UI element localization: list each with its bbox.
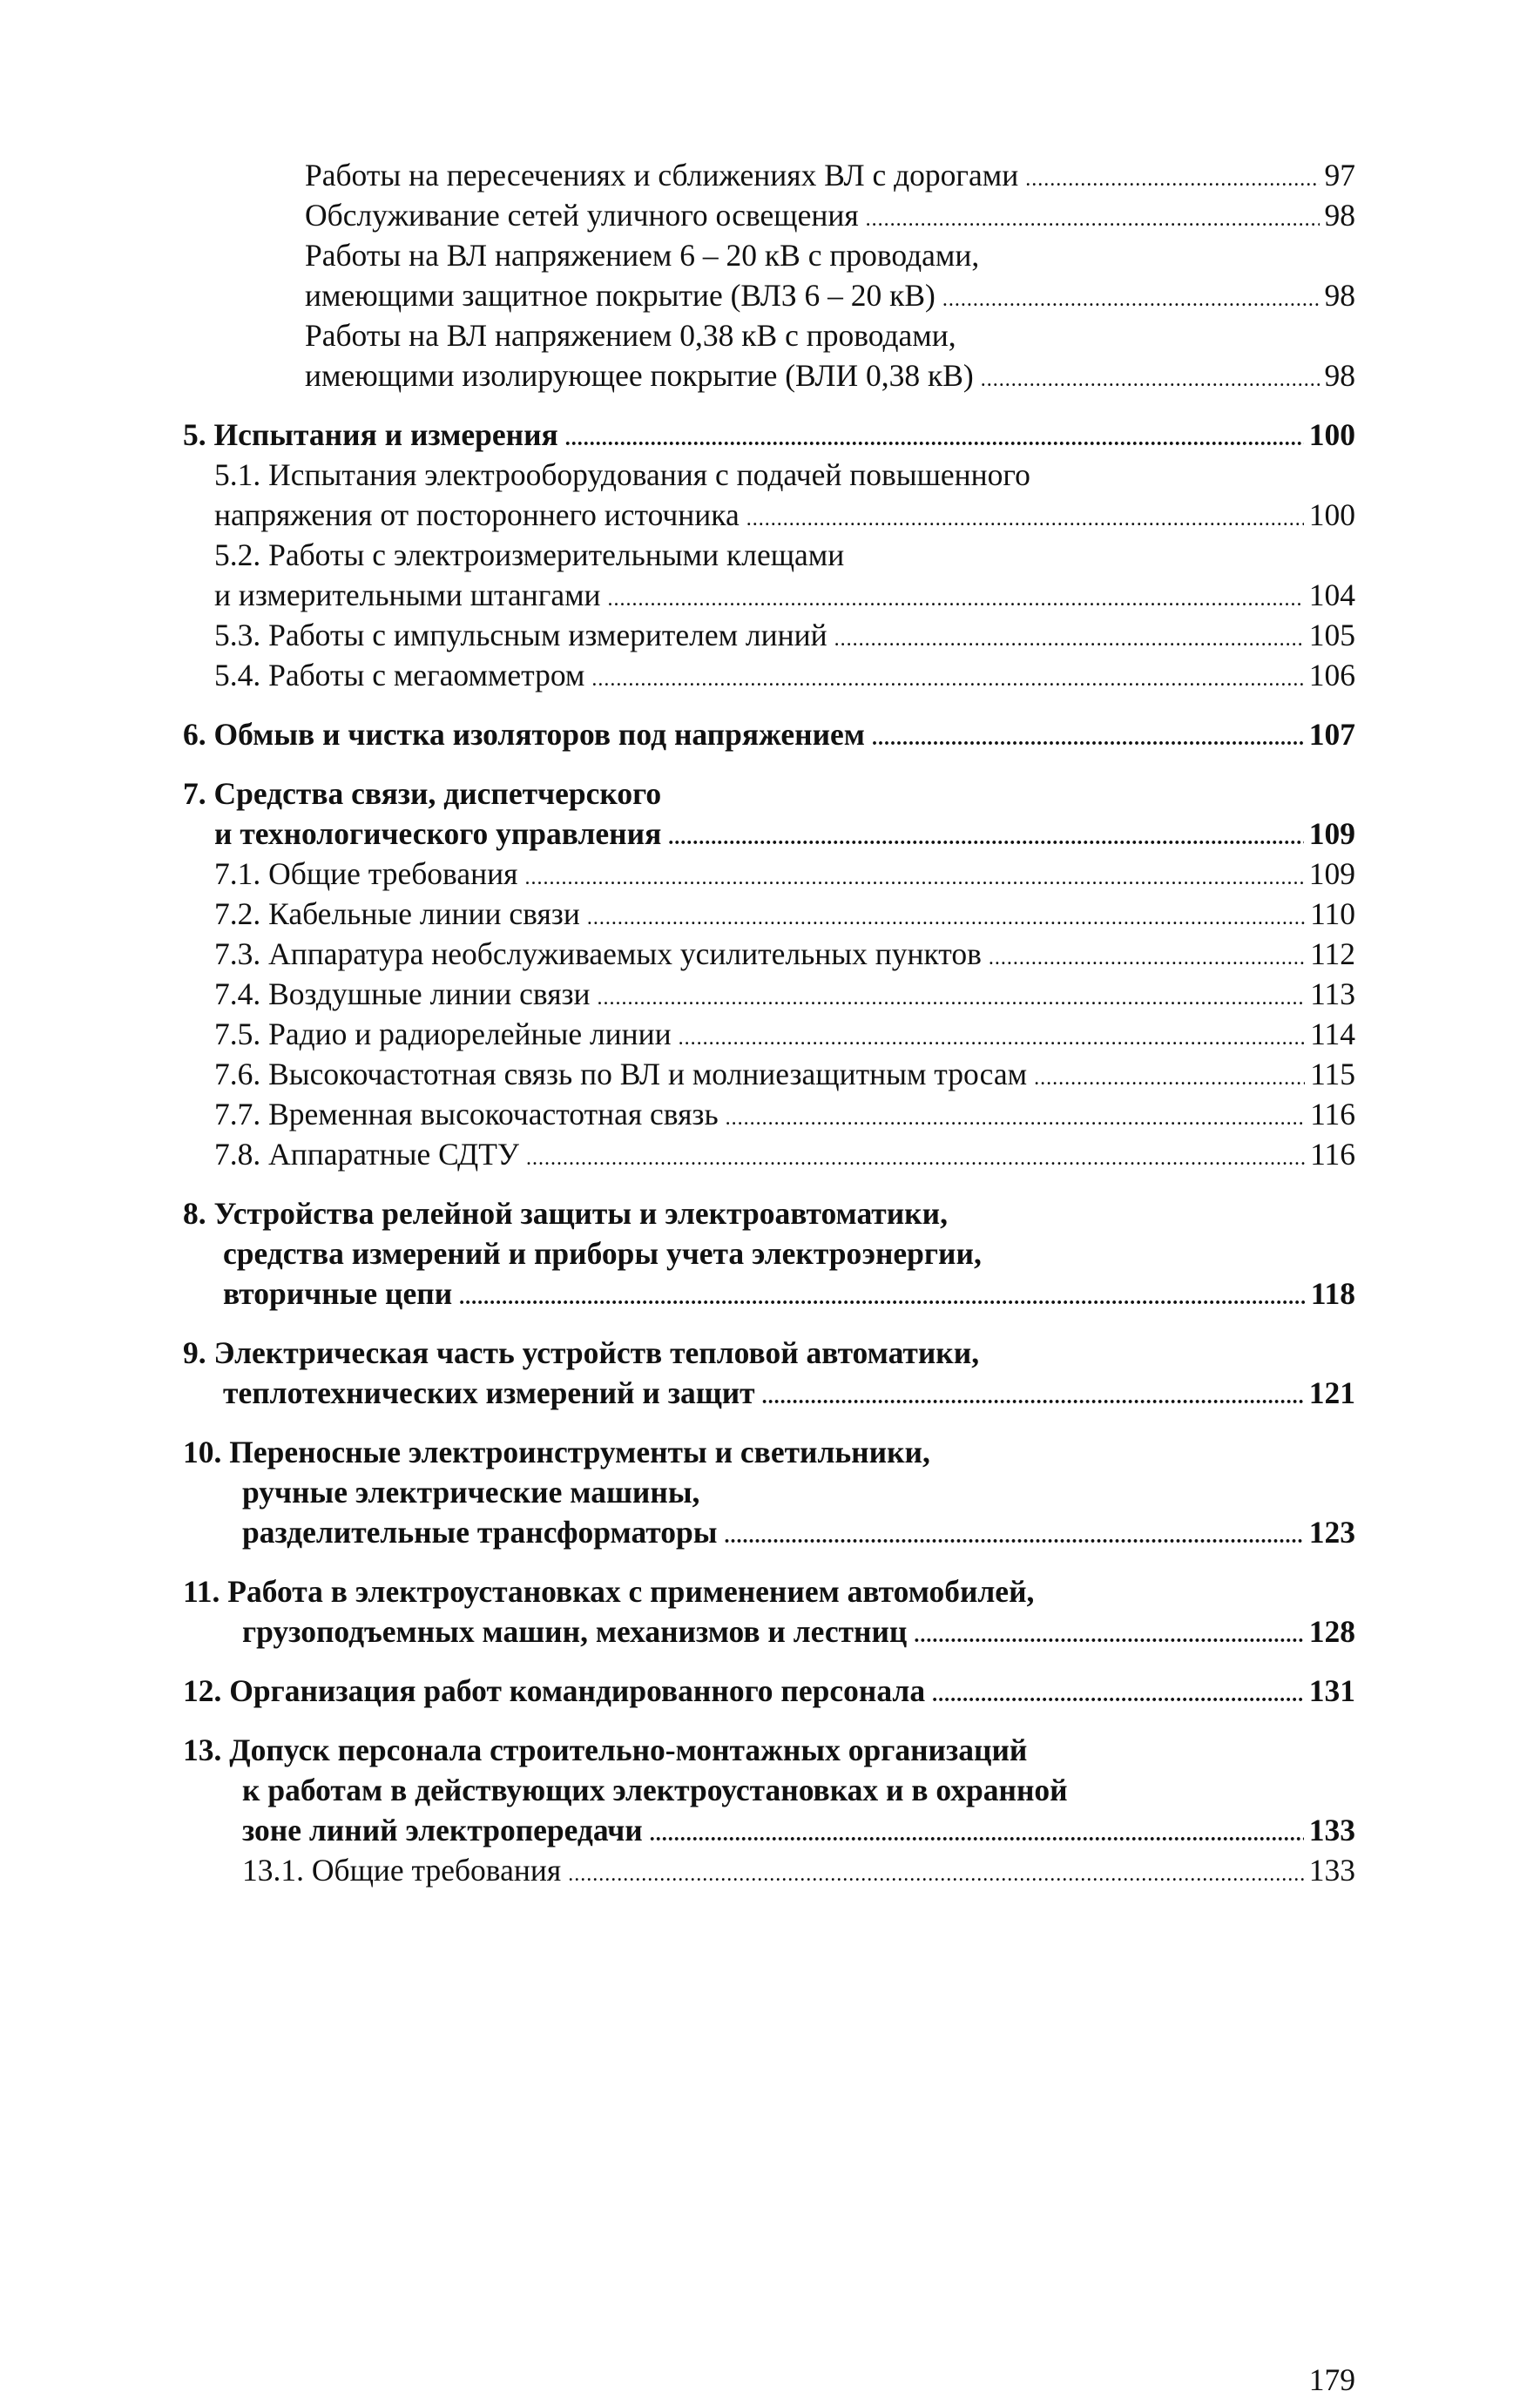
toc-entry-title: 10. Переносные электроинструменты и светильники, xyxy=(183,1435,930,1469)
toc-entry-title: 13. Допуск персонала строительно-монтажных организаций xyxy=(183,1733,1028,1767)
toc-entry-page: 110 xyxy=(1310,896,1355,931)
toc-entry xyxy=(183,1432,1355,1472)
toc-entry xyxy=(183,315,1355,355)
toc-entry-title: 7.8. Аппаратные СДТУ xyxy=(214,1137,520,1172)
toc-entry xyxy=(183,1850,1355,1890)
toc-dot-leader xyxy=(762,1377,1304,1417)
toc-entry-page: 116 xyxy=(1310,1097,1355,1131)
toc-entry-page: 118 xyxy=(1310,1276,1355,1311)
toc-entry-title: 12. Организация работ командированного персонала xyxy=(183,1673,926,1708)
toc-entry xyxy=(183,1571,1355,1611)
page-number: 179 xyxy=(1308,2362,1355,2397)
toc-entry xyxy=(183,1472,1355,1512)
toc-entry-page: 98 xyxy=(1324,278,1355,313)
toc-dot-leader xyxy=(568,1854,1304,1895)
toc-entry-title: 7.6. Высокочастотная связь по ВЛ и молниезащитным тросам xyxy=(214,1057,1028,1091)
toc-entry xyxy=(183,773,1355,814)
toc-entry xyxy=(183,235,1355,275)
toc-entry-title: теплотехнических измерений и защит xyxy=(223,1375,755,1410)
toc-entry-title: 11. Работа в электроустановках с применением автомобилей, xyxy=(183,1574,1035,1609)
toc-dot-leader xyxy=(668,818,1303,858)
toc-entry-title: 7. Средства связи, диспетчерского xyxy=(183,776,662,811)
toc-entry xyxy=(183,575,1355,615)
toc-entry-page: 105 xyxy=(1308,618,1355,652)
toc-dot-leader xyxy=(724,1516,1303,1557)
toc-dot-leader xyxy=(932,1675,1304,1715)
toc-entry xyxy=(183,854,1355,894)
toc-entry xyxy=(183,1671,1355,1711)
toc-dot-leader xyxy=(746,499,1304,539)
toc-dot-leader xyxy=(989,938,1305,978)
toc-entry-title: и измерительными штангами xyxy=(214,578,601,612)
toc-dot-leader xyxy=(834,619,1304,659)
toc-entry xyxy=(183,1611,1355,1652)
toc-dot-leader xyxy=(526,1138,1305,1179)
toc-entry-title: 7.7. Временная высокочастотная связь xyxy=(214,1097,719,1131)
toc-dot-leader xyxy=(608,579,1304,619)
toc-entry xyxy=(183,275,1355,315)
toc-entry-page: 107 xyxy=(1308,717,1355,752)
toc-dot-leader xyxy=(650,1814,1304,1854)
toc-dot-leader xyxy=(726,1098,1305,1138)
toc-entry-title: напряжения от постороннего источника xyxy=(214,497,740,532)
toc-entry-title: 5. Испытания и измерения xyxy=(183,417,558,452)
toc-entry-title: 5.2. Работы с электроизмерительными клещами xyxy=(214,537,845,572)
toc-entry-title: средства измерений и приборы учета электроэнергии, xyxy=(223,1236,982,1271)
toc-entry-page: 133 xyxy=(1308,1853,1355,1888)
toc-entry-title: 7.2. Кабельные линии связи xyxy=(214,896,580,931)
toc-entry xyxy=(183,455,1355,495)
toc-entry-page: 131 xyxy=(1308,1673,1355,1708)
toc-entry-title: 8. Устройства релейной защиты и электроавтоматики, xyxy=(183,1196,948,1231)
toc-entry-title: к работам в действующих электроустановках и в охранной xyxy=(242,1773,1068,1807)
toc-entry-title: грузоподъемных машин, механизмов и лестниц xyxy=(242,1614,908,1649)
toc-dot-leader xyxy=(1034,1058,1305,1098)
toc-entry xyxy=(183,495,1355,535)
toc-entry xyxy=(183,1333,1355,1373)
toc-entry xyxy=(183,1810,1355,1850)
toc-entry xyxy=(183,1233,1355,1273)
toc-dot-leader xyxy=(598,978,1306,1018)
toc-entry xyxy=(183,814,1355,854)
toc-entry-title: 7.1. Общие требования xyxy=(214,856,518,891)
toc-entry-page: 109 xyxy=(1308,856,1355,891)
toc-entry xyxy=(183,1512,1355,1552)
toc-entry-title: Работы на пересечениях и сближениях ВЛ с дорогами xyxy=(305,158,1019,193)
toc-dot-leader xyxy=(866,199,1320,240)
toc-entry xyxy=(183,615,1355,655)
toc-dot-leader xyxy=(587,898,1305,938)
toc-dot-leader xyxy=(524,858,1303,898)
toc-entry-title: зоне линий электропередачи xyxy=(242,1813,643,1847)
toc-entry xyxy=(183,355,1355,395)
toc-entry-title: вторичные цепи xyxy=(223,1276,453,1311)
toc-entry-title: ручные электрические машины, xyxy=(242,1475,700,1510)
toc-dot-leader xyxy=(565,419,1304,459)
toc-entry xyxy=(183,1770,1355,1810)
toc-entry-page: 112 xyxy=(1310,936,1355,971)
toc-entry-title: 5.4. Работы с мегаомметром xyxy=(214,658,585,692)
toc-entry xyxy=(183,1730,1355,1770)
toc-entry-page: 97 xyxy=(1324,158,1355,193)
toc-entry-title: 9. Электрическая часть устройств тепловой автоматики, xyxy=(183,1335,980,1370)
toc-entry-title: 6. Обмыв и чистка изоляторов под напряжением xyxy=(183,717,865,752)
toc-entry-title: 5.3. Работы с импульсным измерителем линий xyxy=(214,618,827,652)
toc-dot-leader xyxy=(1025,159,1319,199)
table-of-contents xyxy=(183,155,1355,1890)
toc-entry-title: разделительные трансформаторы xyxy=(242,1515,718,1550)
toc-entry xyxy=(183,1014,1355,1054)
toc-entry-page: 114 xyxy=(1310,1017,1355,1051)
toc-entry xyxy=(183,714,1355,754)
toc-entry xyxy=(183,934,1355,974)
toc-entry-page: 121 xyxy=(1308,1375,1355,1410)
toc-entry-page: 104 xyxy=(1308,578,1355,612)
toc-dot-leader xyxy=(942,280,1320,320)
toc-entry-page: 98 xyxy=(1324,358,1355,393)
toc-entry-page: 100 xyxy=(1308,417,1355,452)
toc-entry-title: 7.5. Радио и радиорелейные линии xyxy=(214,1017,672,1051)
toc-entry xyxy=(183,974,1355,1014)
toc-entry xyxy=(183,155,1355,195)
toc-entry xyxy=(183,1134,1355,1174)
toc-entry-page: 98 xyxy=(1324,198,1355,233)
toc-dot-leader xyxy=(679,1018,1305,1058)
toc-entry xyxy=(183,195,1355,235)
toc-dot-leader xyxy=(914,1616,1303,1656)
toc-entry xyxy=(183,655,1355,695)
toc-entry-page: 123 xyxy=(1308,1515,1355,1550)
toc-entry xyxy=(183,894,1355,934)
toc-entry-page: 115 xyxy=(1310,1057,1355,1091)
toc-entry-title: Работы на ВЛ напряжением 0,38 кВ с проводами, xyxy=(305,318,956,353)
toc-dot-leader xyxy=(459,1278,1306,1318)
toc-dot-leader xyxy=(591,659,1303,699)
toc-entry-page: 106 xyxy=(1308,658,1355,692)
toc-entry xyxy=(183,415,1355,455)
toc-entry-page: 109 xyxy=(1308,816,1355,851)
toc-dot-leader xyxy=(981,360,1320,400)
toc-entry xyxy=(183,1193,1355,1233)
toc-entry-title: имеющими защитное покрытие (ВЛЗ 6 – 20 кВ) xyxy=(305,278,935,313)
toc-entry-title: 5.1. Испытания электрооборудования с подачей повышенного xyxy=(214,457,1030,492)
toc-entry-title: 7.4. Воздушные линии связи xyxy=(214,976,591,1011)
toc-entry-page: 113 xyxy=(1310,976,1355,1011)
toc-entry-page: 100 xyxy=(1308,497,1355,532)
toc-entry xyxy=(183,1054,1355,1094)
toc-entry-page: 133 xyxy=(1308,1813,1355,1847)
toc-entry xyxy=(183,1273,1355,1314)
toc-entry xyxy=(183,535,1355,575)
toc-entry-title: Работы на ВЛ напряжением 6 – 20 кВ с проводами, xyxy=(305,238,980,273)
toc-entry-title: 13.1. Общие требования xyxy=(242,1853,562,1888)
toc-entry-title: имеющими изолирующее покрытие (ВЛИ 0,38 кВ) xyxy=(305,358,974,393)
toc-entry-page: 116 xyxy=(1310,1137,1355,1172)
toc-entry-title: Обслуживание сетей уличного освещения xyxy=(305,198,859,233)
toc-entry-page: 128 xyxy=(1308,1614,1355,1649)
toc-entry-title: 7.3. Аппаратура необслуживаемых усилительных пунктов xyxy=(214,936,982,971)
toc-entry-title: и технологического управления xyxy=(214,816,662,851)
toc-dot-leader xyxy=(872,719,1304,759)
toc-entry xyxy=(183,1094,1355,1134)
toc-entry xyxy=(183,1373,1355,1413)
